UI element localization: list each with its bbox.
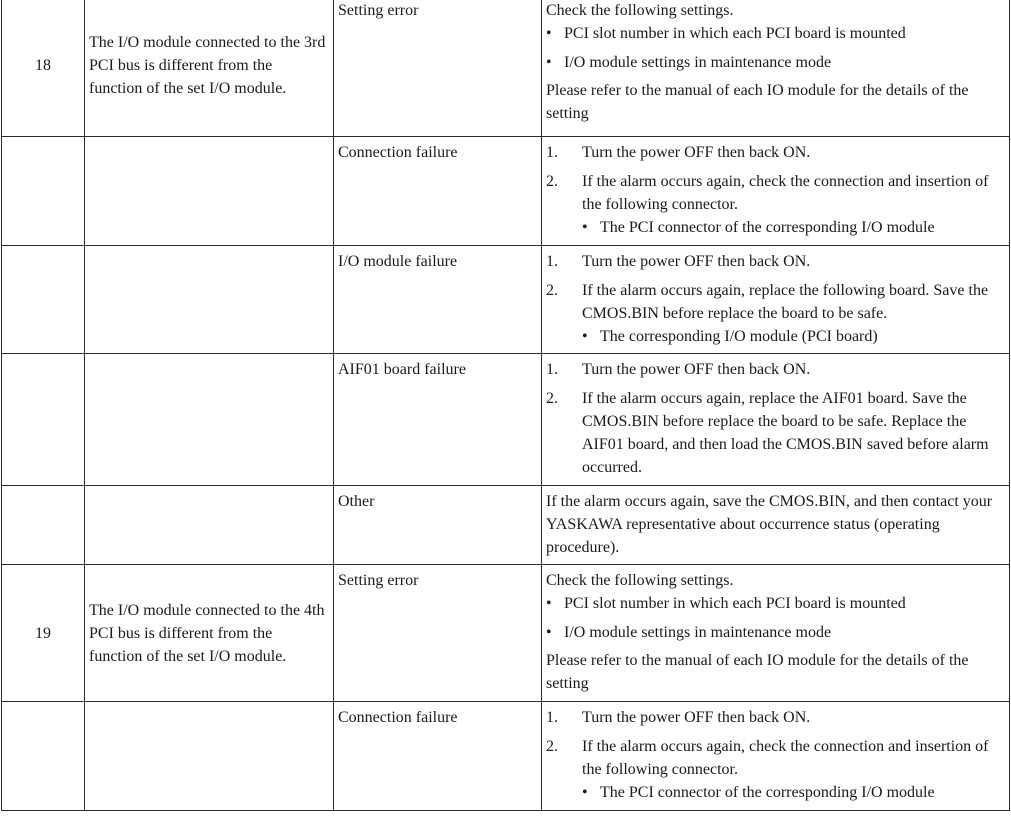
step-text: If the alarm occurs again, check the connection and insertion of the following connector. bbox=[582, 173, 989, 213]
sub-code-cell bbox=[2, 137, 85, 246]
step-text: If the alarm occurs again, replace the AIF01 board. Save the CMOS.BIN before replace the board to be safe. Replace the AIF01 board, and then load the CMOS.BIN saved before alarm occurred. bbox=[582, 390, 989, 476]
sub-bullet bbox=[582, 325, 1005, 348]
sub-bullet bbox=[582, 781, 1005, 804]
sub-code-cell bbox=[2, 486, 85, 565]
remedy-bullet-text: I/O module settings in maintenance mode bbox=[564, 624, 832, 641]
list-item bbox=[546, 592, 1005, 615]
list-item bbox=[546, 735, 1005, 804]
table-row bbox=[2, 702, 1010, 811]
list-item bbox=[546, 279, 1005, 348]
remedy-cell bbox=[542, 354, 1010, 486]
list-item bbox=[546, 141, 1005, 164]
list-item bbox=[546, 387, 1005, 479]
step-text: If the alarm occurs again, check the connection and insertion of the following connector. bbox=[582, 738, 989, 778]
step-number: 2. bbox=[546, 738, 558, 755]
cause-cell: I/O module failure bbox=[334, 246, 542, 354]
description-cell: The I/O module connected to the 4th PCI bus is different from the function of the set I/O module. bbox=[85, 565, 334, 702]
bullet-marker: • bbox=[582, 328, 588, 345]
sub-code-cell: 18 bbox=[2, 0, 85, 137]
list-item bbox=[546, 170, 1005, 239]
step-number: 1. bbox=[546, 361, 558, 378]
description-cell: The I/O module connected to the 3rd PCI bus is different from the function of the set I/O module. bbox=[85, 0, 334, 137]
sub-bullet-text: The corresponding I/O module (PCI board) bbox=[600, 328, 878, 345]
remedy-cell bbox=[542, 702, 1010, 811]
description-cell bbox=[85, 246, 334, 354]
bullet-marker: • bbox=[546, 595, 552, 612]
list-item bbox=[546, 51, 1005, 74]
step-text: Turn the power OFF then back ON. bbox=[582, 253, 811, 270]
step-text: Turn the power OFF then back ON. bbox=[582, 144, 811, 161]
step-number: 1. bbox=[546, 709, 558, 726]
description-cell bbox=[85, 354, 334, 486]
remedy-intro: Check the following settings. bbox=[546, 2, 734, 19]
alarm-remedy-table bbox=[1, 0, 1010, 811]
table-row bbox=[2, 565, 1010, 702]
remedy-note: Please refer to the manual of each IO module for the details of the setting bbox=[546, 82, 969, 122]
sub-bullet-text: The PCI connector of the corresponding I/O module bbox=[600, 219, 935, 236]
list-item bbox=[546, 706, 1005, 729]
table-row bbox=[2, 137, 1010, 246]
step-number: 2. bbox=[546, 282, 558, 299]
sub-code-cell bbox=[2, 354, 85, 486]
list-item bbox=[546, 22, 1005, 45]
table-row bbox=[2, 354, 1010, 486]
remedy-bullet-text: I/O module settings in maintenance mode bbox=[564, 54, 832, 71]
sub-bullet bbox=[582, 216, 1005, 239]
description-cell bbox=[85, 137, 334, 246]
table-row bbox=[2, 246, 1010, 354]
bullet-marker: • bbox=[582, 219, 588, 236]
remedy-cell bbox=[542, 0, 1010, 137]
sub-code-cell bbox=[2, 702, 85, 811]
bullet-marker: • bbox=[546, 54, 552, 71]
bullet-marker: • bbox=[546, 624, 552, 641]
sub-code-cell: 19 bbox=[2, 565, 85, 702]
step-text: Turn the power OFF then back ON. bbox=[582, 361, 811, 378]
list-item bbox=[546, 621, 1005, 644]
cause-cell: AIF01 board failure bbox=[334, 354, 542, 486]
cause-cell: Connection failure bbox=[334, 702, 542, 811]
remedy-bullet-text: PCI slot number in which each PCI board is mounted bbox=[564, 595, 906, 612]
bullet-marker: • bbox=[546, 25, 552, 42]
cause-cell: Connection failure bbox=[334, 137, 542, 246]
step-number: 2. bbox=[546, 173, 558, 190]
bullet-marker: • bbox=[582, 784, 588, 801]
description-cell bbox=[85, 702, 334, 811]
remedy-cell bbox=[542, 246, 1010, 354]
list-item bbox=[546, 250, 1005, 273]
step-number: 1. bbox=[546, 253, 558, 270]
step-text: If the alarm occurs again, replace the following board. Save the CMOS.BIN before replace the board to be safe. bbox=[582, 282, 989, 322]
step-number: 2. bbox=[546, 390, 558, 407]
table-row bbox=[2, 0, 1010, 137]
remedy-note: Please refer to the manual of each IO module for the details of the setting bbox=[546, 652, 969, 692]
step-number: 1. bbox=[546, 144, 558, 161]
cause-cell: Setting error bbox=[334, 0, 542, 137]
remedy-bullet-text: PCI slot number in which each PCI board is mounted bbox=[564, 25, 906, 42]
remedy-intro: Check the following settings. bbox=[546, 572, 734, 589]
sub-bullet-text: The PCI connector of the corresponding I/O module bbox=[600, 784, 935, 801]
sub-code-cell bbox=[2, 246, 85, 354]
step-text: Turn the power OFF then back ON. bbox=[582, 709, 811, 726]
remedy-cell: If the alarm occurs again, save the CMOS.BIN, and then contact your YASKAWA representative about occurrence status (operating procedure). bbox=[542, 486, 1010, 565]
description-cell bbox=[85, 486, 334, 565]
remedy-cell bbox=[542, 137, 1010, 246]
cause-cell: Setting error bbox=[334, 565, 542, 702]
list-item bbox=[546, 358, 1005, 381]
cause-cell: Other bbox=[334, 486, 542, 565]
remedy-cell bbox=[542, 565, 1010, 702]
table-row bbox=[2, 486, 1010, 565]
